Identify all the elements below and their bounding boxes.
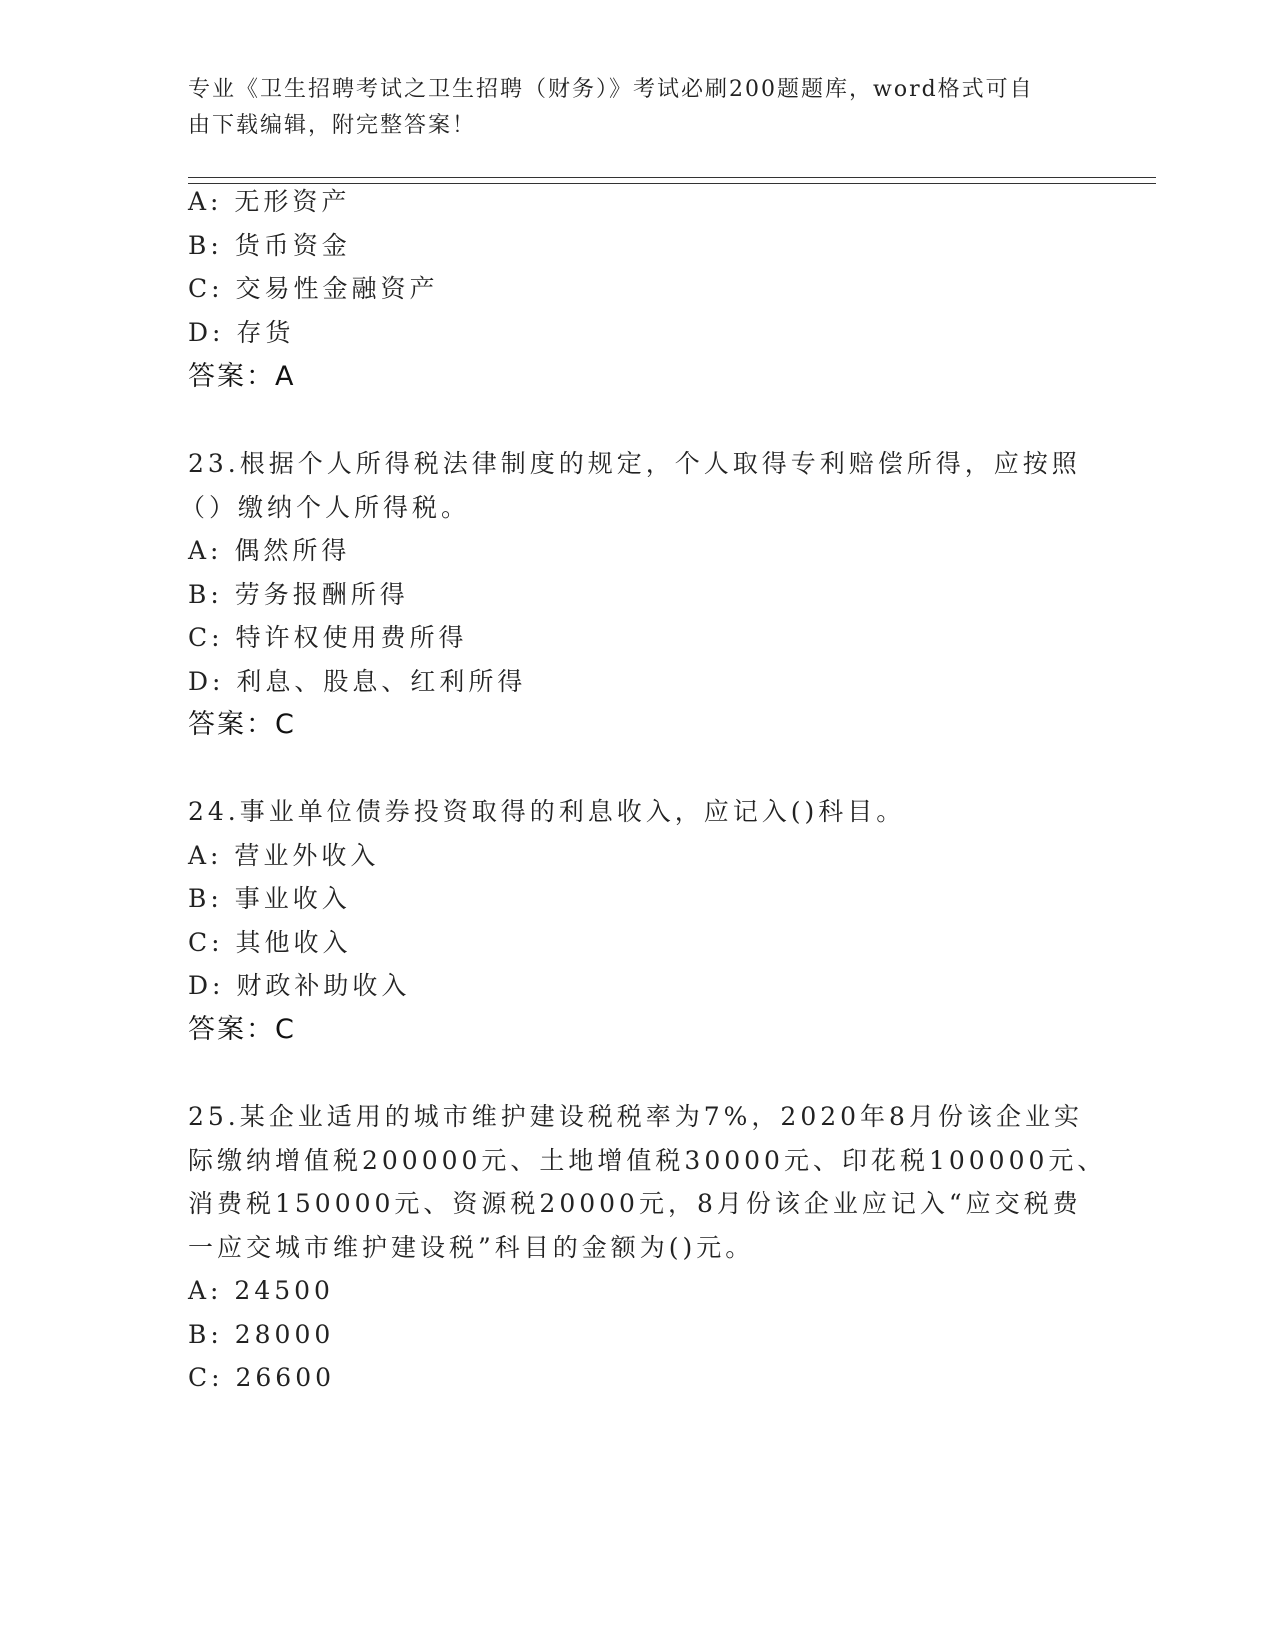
option-b: B: 事业收入 [188,884,351,913]
option-c: C: 其他收入 [188,928,352,957]
option-a: A: 偶然所得 [188,536,351,565]
question-text: 25.某企业适用的城市维护建设税税率为7%，2020年8月份该企业实 [188,1102,1083,1131]
option-d: D: 存货 [188,318,295,347]
option-d: D: 财政补助收入 [188,971,411,1000]
header-line-1: 专业《卫生招聘考试之卫生招聘（财务）》考试必刷200题题库，word格式可自 [188,77,1034,102]
question-text: 际缴纳增值税200000元、土地增值税30000元、印花税100000元、 [188,1146,1107,1175]
page-header [188,72,1068,144]
question-text: 消费税150000元、资源税20000元，8月份该企业应记入“应交税费 [188,1189,1082,1218]
option-b: B: 货币资金 [188,231,351,260]
header-line-2: 由下载编辑，附完整答案！ [188,113,477,138]
answer-line: 答案：C [188,709,296,740]
question-text: 24.事业单位债券投资取得的利息收入，应记入()科目。 [188,797,906,826]
answer-line: 答案：C [188,1014,296,1045]
option-c: C: 26600 [188,1363,336,1392]
option-c: C: 特许权使用费所得 [188,623,468,652]
option-a: A: 24500 [188,1276,334,1305]
question-text: 一应交城市维护建设税”科目的金额为()元。 [188,1233,755,1262]
option-b: B: 劳务报酬所得 [188,580,409,609]
option-b: B: 28000 [188,1320,335,1349]
option-c: C: 交易性金融资产 [188,274,439,303]
option-a: A: 无形资产 [188,187,351,216]
option-a: A: 营业外收入 [188,841,380,870]
header-divider-bottom [188,183,1156,184]
question-text: （）缴纳个人所得税。 [180,493,471,522]
option-d: D: 利息、股息、红利所得 [188,667,527,696]
header-divider-top [188,177,1156,178]
answer-line: 答案：A [188,361,296,392]
question-text: 23.根据个人所得税法律制度的规定，个人取得专利赔偿所得，应按照 [188,449,1081,478]
